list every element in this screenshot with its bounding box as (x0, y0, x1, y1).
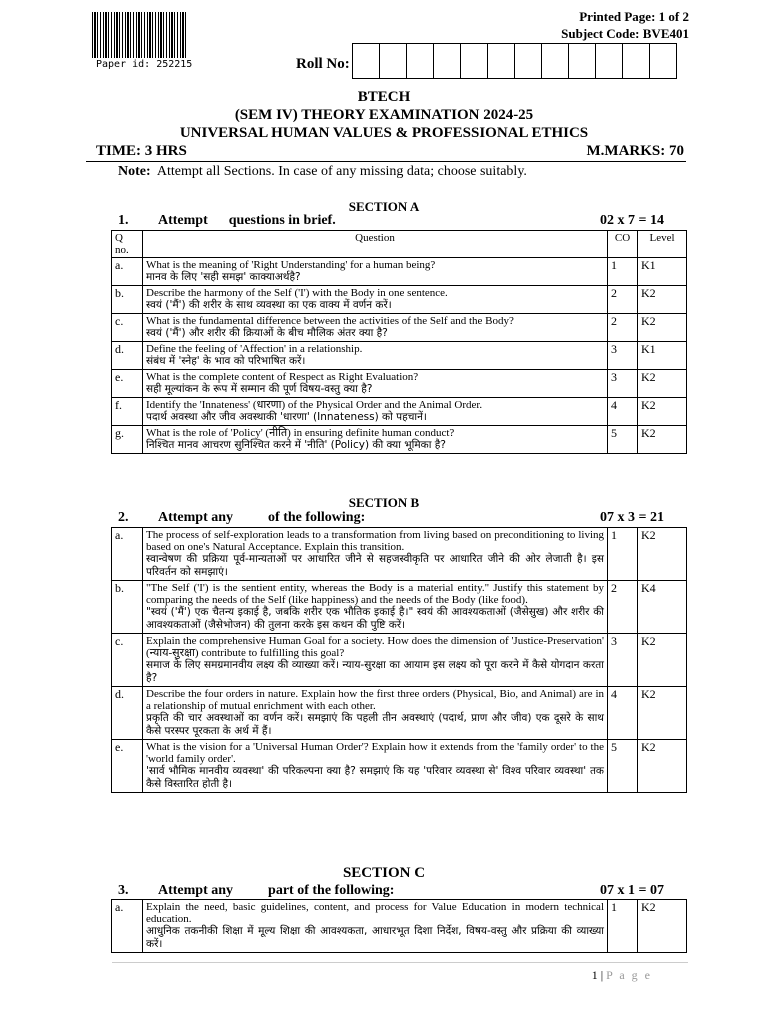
roll-digit-box[interactable] (407, 44, 434, 78)
co-value: 5 (608, 740, 638, 793)
level-value: K2 (638, 687, 687, 740)
roll-digit-box[interactable] (353, 44, 380, 78)
time: TIME: 3 HRS (96, 143, 187, 159)
level-value: K2 (638, 426, 687, 454)
co-value: 1 (608, 900, 638, 953)
divider (86, 161, 686, 162)
co-value: 3 (608, 634, 638, 687)
question-text-hi: पदार्थ अवस्था और जीव अवस्थाकी 'धारणा' (Innateness) को पहचानें। (146, 411, 427, 423)
question-cell (143, 258, 608, 286)
question-number: g. (112, 426, 143, 454)
co-value: 2 (608, 314, 638, 342)
page-number: 1 (591, 968, 598, 982)
question-text-en: "The Self ('I') is the sentient entity, whereas the Body is a material entity." Justify this statement by comparing the needs of the Self (like happiness) and the needs of the Body (like food). (146, 582, 604, 606)
level-value: K2 (638, 314, 687, 342)
roll-digit-box[interactable] (380, 44, 407, 78)
question-row (112, 687, 687, 740)
question-text-hi: 'सार्व भौमिक मानवीय व्यवस्था' की परिकल्पना क्या है? समझाएं कि यह 'परिवार व्यवस्था से' विश्व परिवार व्यवस्था' तक कैसे विस्तारित होती है। (146, 765, 604, 790)
question-cell (143, 426, 608, 454)
question-text-en: Explain the comprehensive Human Goal for a society. How does the dimension of 'Justice-Preservation' (न्याय-सुरक्षा) contribute to fulfilling this goal? (146, 635, 604, 659)
question-number: e. (112, 370, 143, 398)
subject-title: UNIVERSAL HUMAN VALUES & PROFESSIONAL ETHICS (179, 125, 589, 141)
roll-digit-box[interactable] (542, 44, 569, 78)
col-question: Question (143, 231, 608, 258)
question-cell (143, 900, 608, 953)
question-row (112, 342, 687, 370)
table-header-row (112, 231, 687, 258)
co-value: 2 (608, 581, 638, 634)
question-cell (143, 370, 608, 398)
co-value: 3 (608, 342, 638, 370)
question-row (112, 740, 687, 793)
page-footer (592, 968, 652, 983)
question-number: a. (112, 900, 143, 953)
section-c-marks: 07 x 1 = 07 (600, 883, 664, 898)
co-value: 5 (608, 426, 638, 454)
question-text-hi: समाज के लिए समग्रमानवीय लक्ष्य की व्याख्या करें। न्याय-सुरक्षा का आयाम इस लक्ष्य को पूरा करने में कैसे योगदान करता है? (146, 659, 604, 684)
question-number: c. (112, 314, 143, 342)
section-a-num: 1. (118, 213, 129, 228)
question-text-hi: "स्वयं ('मैं') एक चैतन्य इकाई है, जबकि शरीर एक भौतिक इकाई है।" स्वयं की आवश्यकताओं (जैसेसुख) और शरीर की आवश्यकताओं (जैसेभोजन) की तुलना करके इस कथन की पुष्टि करें। (146, 606, 604, 631)
note-text: Attempt all Sections. In case of any missing data; choose suitably. (156, 164, 527, 179)
question-text-hi: स्वयं ('मैं') की शरीर के साथ व्यवस्था का एक वाक्य में वर्णन करें। (146, 299, 392, 311)
question-row (112, 258, 687, 286)
question-text-en: Describe the harmony of the Self ('I') with the Body in one sentence. (146, 287, 448, 299)
footer-divider (112, 962, 688, 963)
barcode (92, 12, 188, 58)
section-a-instruction: Attempt questions in brief. (158, 213, 336, 228)
degree: BTECH (357, 89, 411, 105)
printed-page: Printed Page: 1 of 2 (579, 9, 689, 24)
question-cell (143, 286, 608, 314)
section-b-num: 2. (118, 510, 129, 525)
question-text-en: What is the role of 'Policy' (नीति) in ensuring definite human conduct? (146, 427, 455, 439)
question-number: a. (112, 528, 143, 581)
level-value: K4 (638, 581, 687, 634)
question-text-hi: निश्चित मानव आचरण सुनिश्चित करने में 'नीति' (Policy) की क्या भूमिका है? (146, 439, 446, 451)
co-value: 2 (608, 286, 638, 314)
question-number: a. (112, 258, 143, 286)
question-row (112, 900, 687, 953)
question-number: e. (112, 740, 143, 793)
question-text-hi: आधुनिक तकनीकी शिक्षा में मूल्य शिक्षा की आवश्यकता, आधारभूत दिशा निर्देश, विषय-वस्तु और प्रक्रिया की व्याख्या करें। (146, 925, 604, 950)
section-b-instruction: Attempt any of the following: (158, 510, 366, 525)
section-a-marks: 02 x 7 = 14 (600, 213, 664, 228)
co-value: 1 (608, 528, 638, 581)
co-value: 1 (608, 258, 638, 286)
question-row (112, 370, 687, 398)
question-cell (143, 314, 608, 342)
question-number: c. (112, 634, 143, 687)
roll-digit-box[interactable] (596, 44, 623, 78)
question-text-en: What is the fundamental difference between the activities of the Self and the Body? (146, 315, 514, 327)
level-value: K1 (638, 258, 687, 286)
level-value: K2 (638, 740, 687, 793)
exam-title: (SEM IV) THEORY EXAMINATION 2024-25 (234, 107, 534, 123)
co-value: 4 (608, 687, 638, 740)
question-text-en: Explain the need, basic guidelines, content, and process for Value Education in modern technical education. (146, 901, 604, 925)
roll-no-label: Roll No: (296, 56, 350, 72)
question-cell (143, 687, 608, 740)
level-value: K2 (638, 634, 687, 687)
question-text-en: What is the meaning of 'Right Understanding' for a human being? (146, 259, 436, 271)
question-number: b. (112, 286, 143, 314)
question-cell (143, 342, 608, 370)
section-b-title: SECTION B (348, 495, 420, 510)
question-number: f. (112, 398, 143, 426)
question-row (112, 634, 687, 687)
paper-id: Paper id: 252215 (96, 59, 193, 70)
question-text-en: Describe the four orders in nature. Explain how the first three orders (Physical, Bio, and Animal) are in a relationship of mutual enrichment with each other. (146, 688, 604, 712)
question-row (112, 528, 687, 581)
section-c-num: 3. (118, 883, 129, 898)
co-value: 4 (608, 398, 638, 426)
question-row (112, 581, 687, 634)
section-b-table (111, 527, 687, 793)
section-b-marks: 07 x 3 = 21 (600, 510, 664, 525)
section-c-heading (118, 883, 664, 899)
question-cell (143, 528, 608, 581)
roll-digit-box[interactable] (488, 44, 515, 78)
section-a-table (111, 230, 687, 454)
question-text-hi: मानव के लिए 'सही समझ' काक्याअर्थहै? (146, 271, 301, 283)
roll-digit-box[interactable] (650, 44, 676, 78)
level-value: K2 (638, 370, 687, 398)
question-number: b. (112, 581, 143, 634)
note (118, 164, 527, 180)
question-text-hi: स्वयं ('मैं') और शरीर की क्रियाओं के बीच मौलिक अंतर क्या है? (146, 327, 388, 339)
level-value: K1 (638, 342, 687, 370)
roll-digit-box[interactable] (569, 44, 596, 78)
col-level: Level (638, 231, 687, 258)
question-row (112, 398, 687, 426)
section-b-heading (118, 510, 664, 526)
question-text-en: The process of self-exploration leads to a transformation from living based on preconditioning to living based on one's Natural Acceptance. Explain this transition. (146, 529, 604, 553)
co-value: 3 (608, 370, 638, 398)
subject-code: Subject Code: BVE401 (561, 26, 689, 41)
page-sep: | (600, 968, 604, 982)
roll-digit-box[interactable] (623, 44, 650, 78)
question-text-en: Identify the 'Innateness' (धारणा) of the Physical Order and the Animal Order. (146, 399, 483, 411)
max-marks: M.MARKS: 70 (586, 143, 684, 159)
section-a-heading (118, 213, 664, 229)
question-row (112, 314, 687, 342)
question-number: d. (112, 687, 143, 740)
question-text-hi: प्रकृति की चार अवस्थाओं का वर्णन करें। समझाएं कि पहली तीन अवस्थाएं (पदार्थ, प्राण और जीव) एक दूसरे के साथ कैसे परस्पर पूरकता के अर्थ में हैं। (146, 712, 604, 737)
level-value: K2 (638, 528, 687, 581)
question-cell (143, 581, 608, 634)
roll-digit-box[interactable] (434, 44, 461, 78)
question-row (112, 426, 687, 454)
col-co: CO (608, 231, 638, 258)
question-text-hi: संबंध में 'स्नेह' के भाव को परिभाषित करें। (146, 355, 306, 367)
col-q-no: Q no. (112, 231, 143, 258)
question-text-en: What is the complete content of Respect as Right Evaluation? (146, 371, 419, 383)
roll-digit-box[interactable] (515, 44, 542, 78)
note-label: Note: (118, 164, 151, 179)
level-value: K2 (638, 286, 687, 314)
question-text-hi: सही मूल्यांकन के रूप में सम्मान की पूर्ण विषय-वस्तु क्या है? (146, 383, 373, 395)
question-row (112, 286, 687, 314)
section-c-instruction: Attempt any part of the following: (158, 883, 395, 898)
question-cell (143, 634, 608, 687)
roll-digit-box[interactable] (461, 44, 488, 78)
question-cell (143, 398, 608, 426)
section-c-table (111, 899, 687, 953)
question-text-en: Define the feeling of 'Affection' in a relationship. (146, 343, 363, 355)
question-text-en: What is the vision for a 'Universal Human Order'? Explain how it extends from the 'family order' to the 'world family order'. (146, 741, 604, 765)
section-c-title: SECTION C (342, 865, 426, 881)
level-value: K2 (638, 900, 687, 953)
level-value: K2 (638, 398, 687, 426)
section-a-title: SECTION A (348, 199, 420, 214)
question-number: d. (112, 342, 143, 370)
question-cell (143, 740, 608, 793)
roll-no-boxes[interactable] (352, 43, 677, 79)
page-word: P a g e (606, 968, 652, 982)
question-text-hi: स्वान्वेषण की प्रक्रिया पूर्व-मान्यताओं पर आधारित जीने से सहजस्वीकृति पर आधारित जीने की ओर लेजाती है। इस परिवर्तन को समझाएं। (146, 553, 604, 578)
